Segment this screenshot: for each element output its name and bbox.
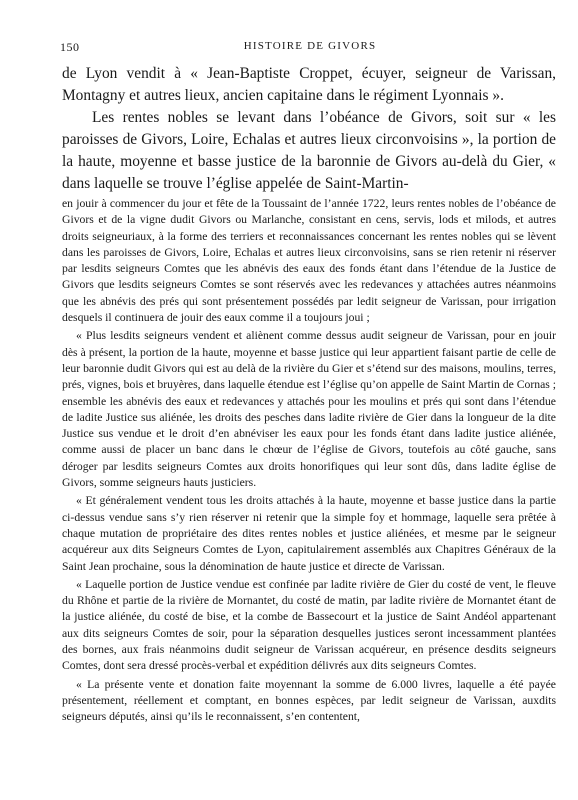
quote-paragraph-5: « La présente vente et donation faite moyennant la somme de 6.000 livres, laquelle a été payée présentement, réellement et comptant, en bonnes espèces, par ledit seigneur de Varissan, auxdits seigneurs députés, ainsi qu’ils le reconnaissent, s’en contentent, — [62, 677, 556, 724]
quote-paragraph-2: « Plus lesdits seigneurs vendent et aliènent comme dessus audit seigneur de Varissan, pour en jouir dès à présent, la portion de la haute, moyenne et basse justice qui leur appartient faisant partie de celle de leur baronnie dudit Givors qui est au delà de la rivière du Gier et s’étend sur des maisons, moulins, terres, prés, vignes, bois et bruyères, dans laquelle étendue est l’église qu’on appelle de Saint Martin de Cornas ; ensemble les abnévis des eaux et redevances y attachés pour les moulins et prés qui sont dans l’étendue de ladite Justice sus aliénée, les droits des pesches dans ladite rivière de Gier dans la longueur de la dite Justice sus vendue et le droit d’en abnéviser les eaux pour les fonds étant dans ladite justice aliénée, comme aussi de placer un banc dans le chœur de l’église de Givors, toutefois au côté gauche, sans déroger par lesdits seigneurs Comtes aux droits honorifiques qui leur sont dûs, dans ladite église de Givors, somme seigneurs hauts justiciers. — [62, 329, 556, 490]
quoted-deed-text — [62, 196, 556, 726]
quote-paragraph-3: « Et généralement vendent tous les droits attachés à la haute, moyenne et basse justice dans la partie ci-dessus vendue sans s’y rien réserver ni retenir que la simple foy et hommage, laquelle sera prêtée à chaque mutation de propriétaire des dites rentes nobles et justice aliénées, et mesme par le seigneur acquéreur aux dits Seigneurs Comtes de Lyon, capitulairement assemblés aux Chapitres Généraux de la Saint Jean prochaine, sous la dénomination de haute justice et directe de Varissan. — [62, 494, 556, 573]
page-number: 150 — [60, 40, 80, 54]
quote-paragraph-4: « Laquelle portion de Justice vendue est confinée par ladite rivière de Gier du costé de vent, le fleuve du Rhône et partie de la rivière de Mornantet, du costé de matin, par ladite rivière de Mornantet étant de la justice aliénée, du costé de bise, et la combe de Bassecourt et la justice de Saint Andéol appartenant aux dits seigneurs Comtes de soir, pour la séparation desquelles justices seront incessamment plantées des bornes, aux frais néanmoins dudit seigneur de Varissan acquéreur, en présence desdits seigneurs Comtes, dont sera dressé procès-verbal et expédition délivrés aux dits seigneurs Comtes. — [62, 577, 556, 673]
quote-paragraph-1: en jouir à commencer du jour et fête de la Toussaint de l’année 1722, leurs rentes nobles de l’obéance de Givors et de la vigne dudit Givors ou Marlanche, consistant en cens, servis, lods et milods, et autres droits seigneuriaux, à la forme des terriers et reconnaissances concernant les rentes nobles qui se lèvent dans les paroisses de Givors, Loire, Echalas et autres lieux circonvoisins, sans se rien retenir ni réserver par lesdits seigneurs Comtes que les abnévis des eaux des fonds étant dans l’étendue de la Justice de Givors que lesdits seigneurs Comtes se sont réservés avec les redevances y attachées autres néanmoins que les abnévis des prés qui sont présentement possédés par ledit seigneur de Varissan, pour irrigation desquels il continuera de jouir des eaux comme il a toujours joui ; — [62, 197, 556, 325]
running-header — [60, 40, 560, 56]
main-paragraph-1: de Lyon vendit à « Jean-Baptiste Croppet, écuyer, seigneur de Varissan, Montagny et autres lieux, ancien capitaine dans le régiment Lyonnais ». — [62, 65, 556, 104]
main-paragraph-2: Les rentes nobles se levant dans l’obéance de Givors, soit sur « les paroisses de Givors, Loire, Echalas et autres lieux circonvoisins », la portion de la haute, moyenne et basse justice de la baronnie de Givors au-delà du Gier, « dans laquelle se trouve l’église appelée de Saint-Martin- — [62, 109, 556, 192]
main-text — [62, 63, 556, 195]
running-title: HISTOIRE DE GIVORS — [243, 40, 377, 52]
